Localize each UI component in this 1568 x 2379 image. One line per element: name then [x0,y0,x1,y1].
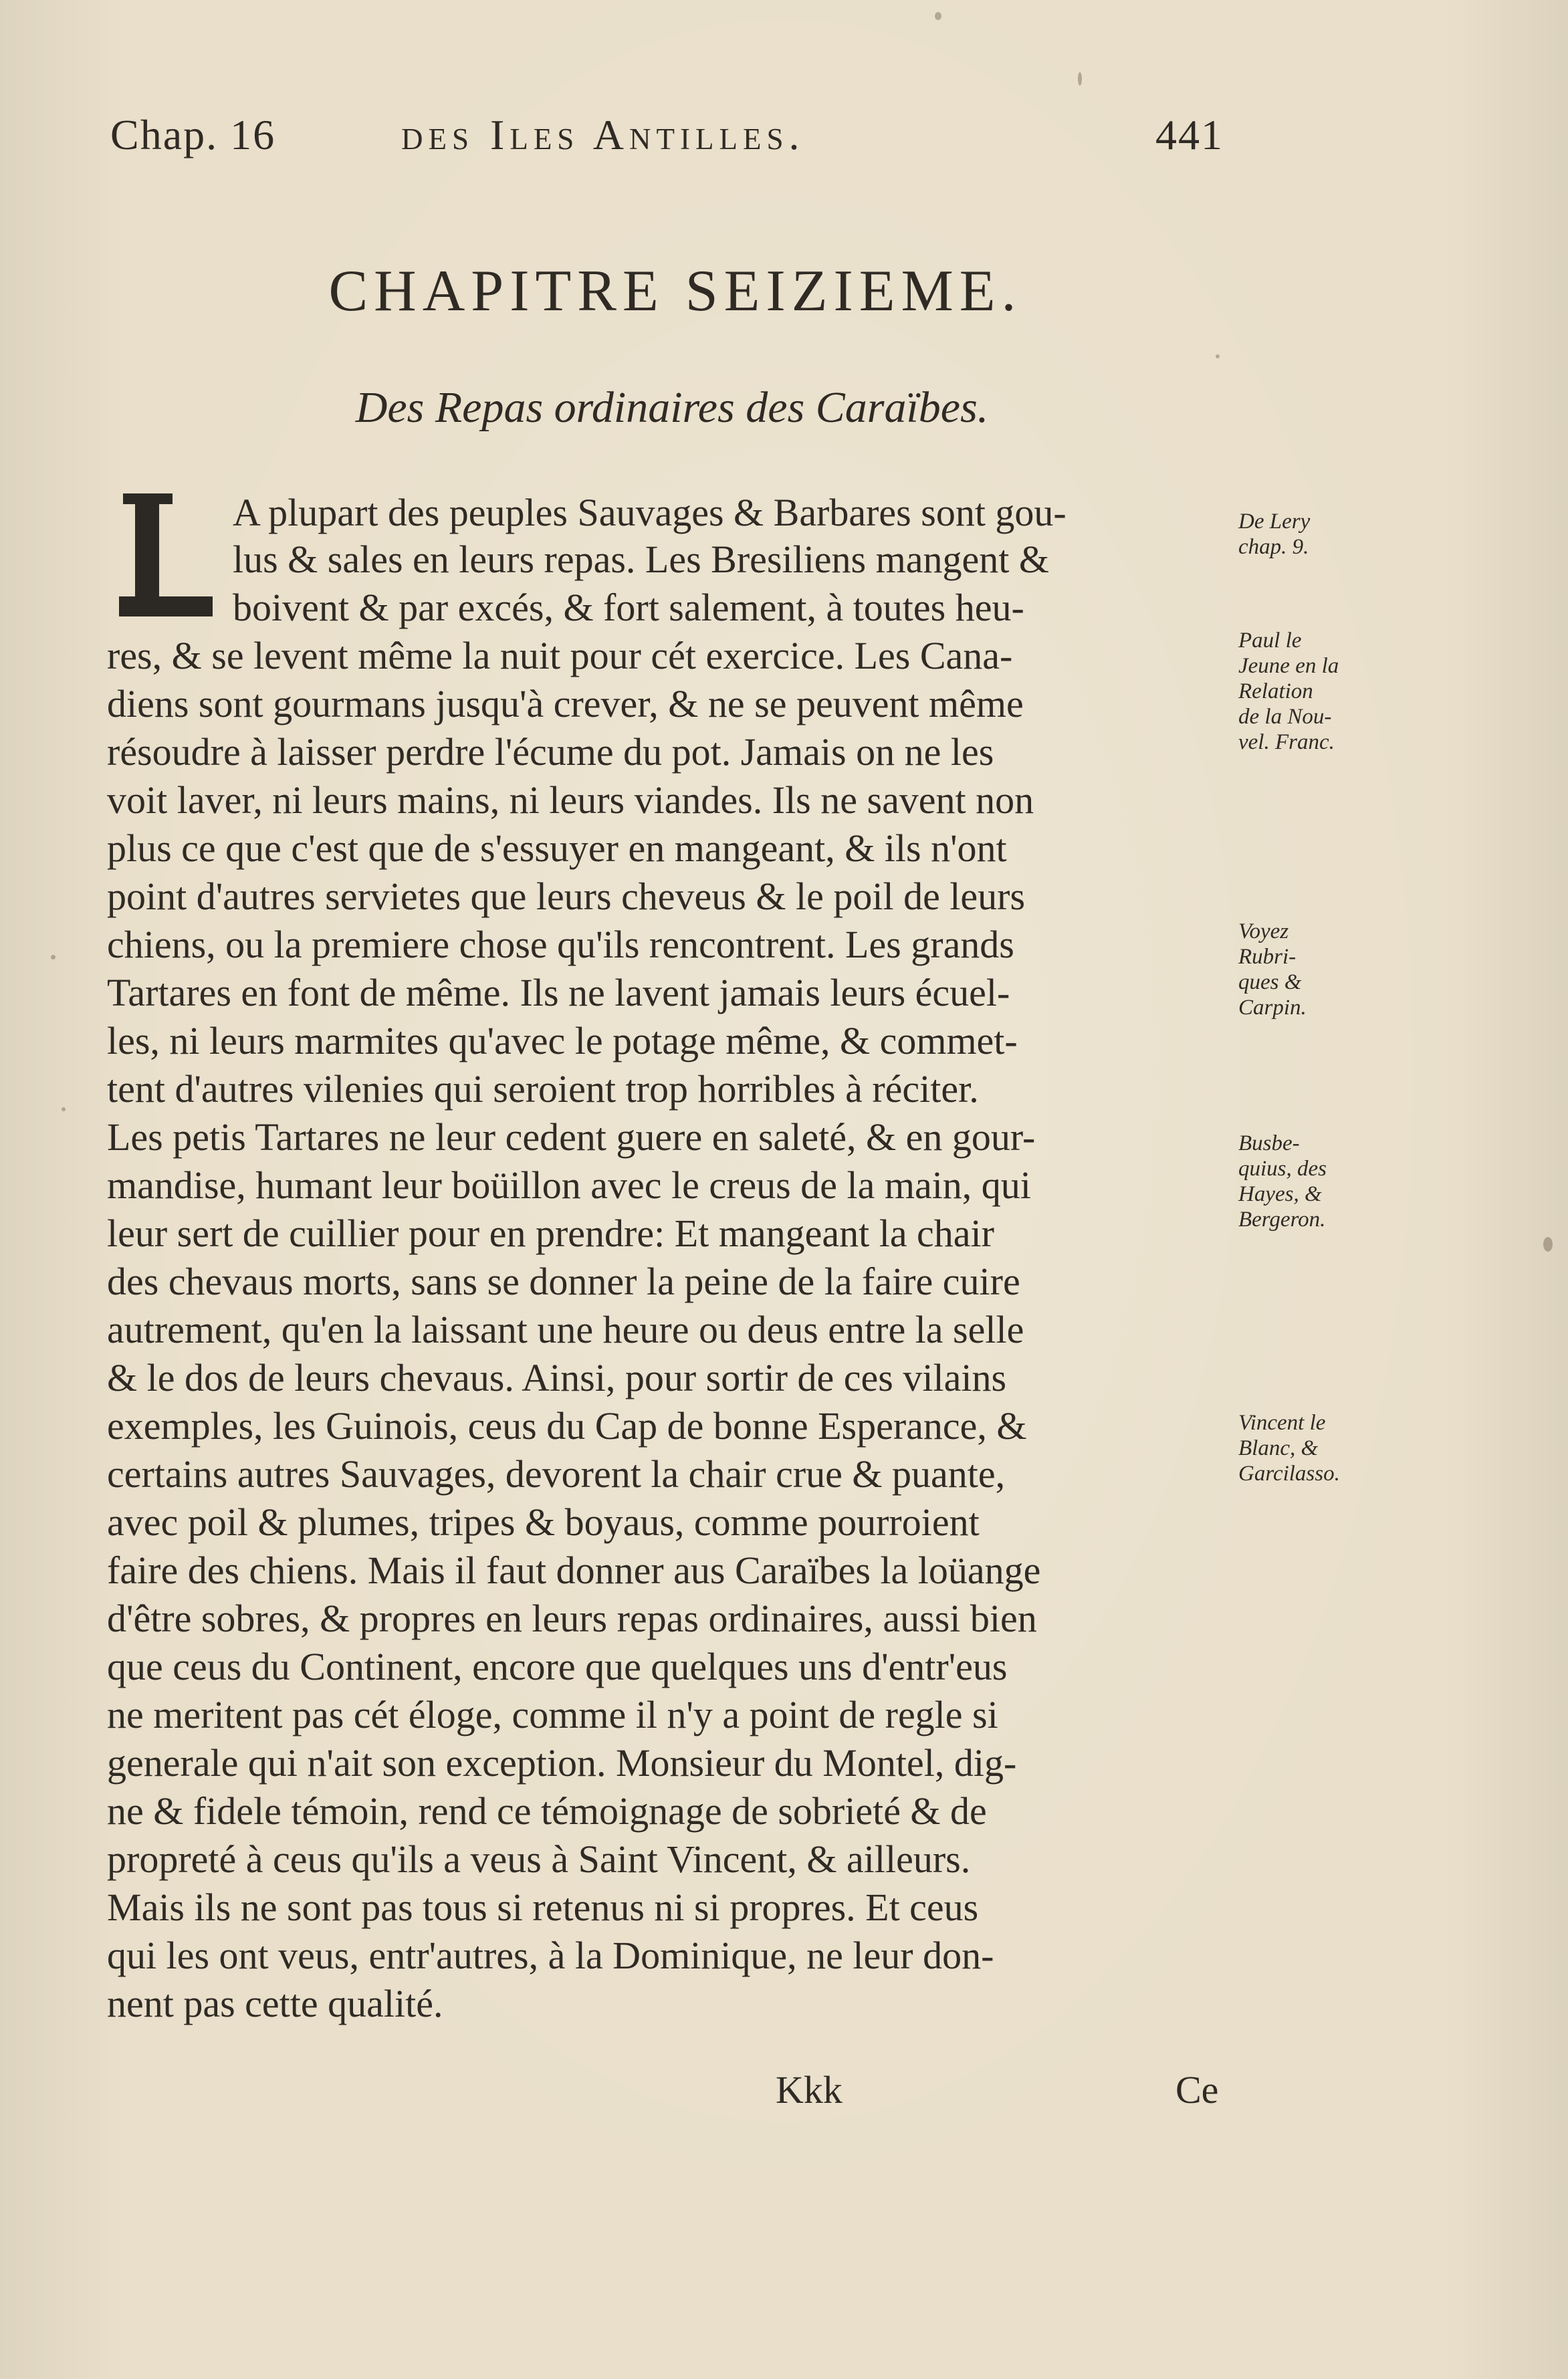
body-line: autrement, qu'en la laissant une heure ou deus entre la selle [107,1308,1024,1351]
body-line: exemples, les Guinois, ceus du Cap de bonne Esperance, & [107,1404,1027,1448]
paper-speck [51,955,55,959]
chapter-title: CHAPITRE SEIZIEME. [328,259,1022,324]
catchword: Ce [1175,2068,1219,2112]
body-line: ne meritent pas cét éloge, comme il n'y a point de regle si [107,1693,998,1736]
paper-speck [1216,354,1220,358]
paper-speck [935,12,941,20]
running-head-title: des Iles Antilles. [401,111,805,158]
margin-note: Voyez Rubri- ques & Carpin. [1238,919,1307,1020]
body-line: point d'autres servietes que leurs cheveus & le poil de leurs [107,875,1026,918]
margin-note: De Lery chap. 9. [1238,509,1311,559]
body-line: A plupart des peuples Sauvages & Barbares sont gou- [233,491,1067,534]
body-line: Les petis Tartares ne leur cedent guere en saleté, & en gour- [107,1115,1036,1159]
body-line: leur sert de cuillier pour en prendre: Et mangeant la chair [107,1212,994,1255]
body-line: lus & sales en leurs repas. Les Bresiliens mangent & [233,538,1049,581]
body-line: generale qui n'ait son exception. Monsieur du Montel, dig- [107,1741,1017,1785]
body-line: certains autres Sauvages, devorent la chair crue & puante, [107,1452,1006,1496]
body-line: chiens, ou la premiere chose qu'ils rencontrent. Les grands [107,923,1014,966]
body-line: & le dos de leurs chevaus. Ainsi, pour sortir de ces vilains [107,1356,1007,1399]
body-line: avec poil & plumes, tripes & boyaus, comme pourroient [107,1500,980,1544]
body-line: res, & se levent même la nuit pour cét exercice. Les Cana- [107,634,1013,677]
margin-note: Vincent le Blanc, & Garcilasso. [1238,1411,1340,1486]
body-line: mandise, humant leur boüillon avec le creus de la main, qui [107,1163,1031,1207]
body-line: ne & fidele témoin, rend ce témoignage de sobrieté & de [107,1789,987,1833]
paper-speck [62,1107,66,1111]
paper-speck [1543,1237,1553,1252]
body-line: propreté à ceus qu'ils a veus à Saint Vincent, & ailleurs. [107,1837,971,1881]
body-line: faire des chiens. Mais il faut donner aus Caraïbes la loüange [107,1549,1041,1592]
margin-note: Busbe- quius, des Hayes, & Bergeron. [1238,1131,1327,1232]
body-line: voit laver, ni leurs mains, ni leurs viandes. Ils ne savent non [107,778,1034,822]
body-line: que ceus du Continent, encore que quelques uns d'entr'eus [107,1645,1008,1688]
body-line: nent pas cette qualité. [107,1982,443,2025]
body-line: qui les ont veus, entr'autres, à la Dominique, ne leur don- [107,1934,994,1977]
running-head-chapter: Chap. 16 [110,111,276,158]
page-number: 441 [1155,111,1224,158]
body-line: des chevaus morts, sans se donner la peine de la faire cuire [107,1260,1020,1303]
body-line: tent d'autres vilenies qui seroient trop horribles à réciter. [107,1067,979,1111]
body-line: Mais ils ne sont pas tous si retenus ni si propres. Et ceus [107,1886,979,1929]
body-line: Tartares en font de même. Ils ne lavent jamais leurs écuel- [107,971,1010,1014]
body-line: boivent & par excés, & fort salement, à toutes heu- [233,586,1024,629]
body-line: d'être sobres, & propres en leurs repas ordinaires, aussi bien [107,1597,1037,1640]
body-line: les, ni leurs marmites qu'avec le potage même, & commet- [107,1019,1018,1062]
chapter-subtitle: Des Repas ordinaires des Caraïbes. [355,383,989,432]
body-line: résoudre à laisser perdre l'écume du pot. Jamais on ne les [107,730,994,774]
printer-signature: Kkk [776,2068,843,2112]
body-line: plus ce que c'est que de s'essuyer en mangeant, & ils n'ont [107,826,1007,870]
paper-speck [1078,72,1082,86]
margin-note: Paul le Jeune en la Relation de la Nou- vel. Franc. [1238,629,1339,754]
body-line: diens sont gourmans jusqu'à crever, & ne se peuvent même [107,682,1024,725]
